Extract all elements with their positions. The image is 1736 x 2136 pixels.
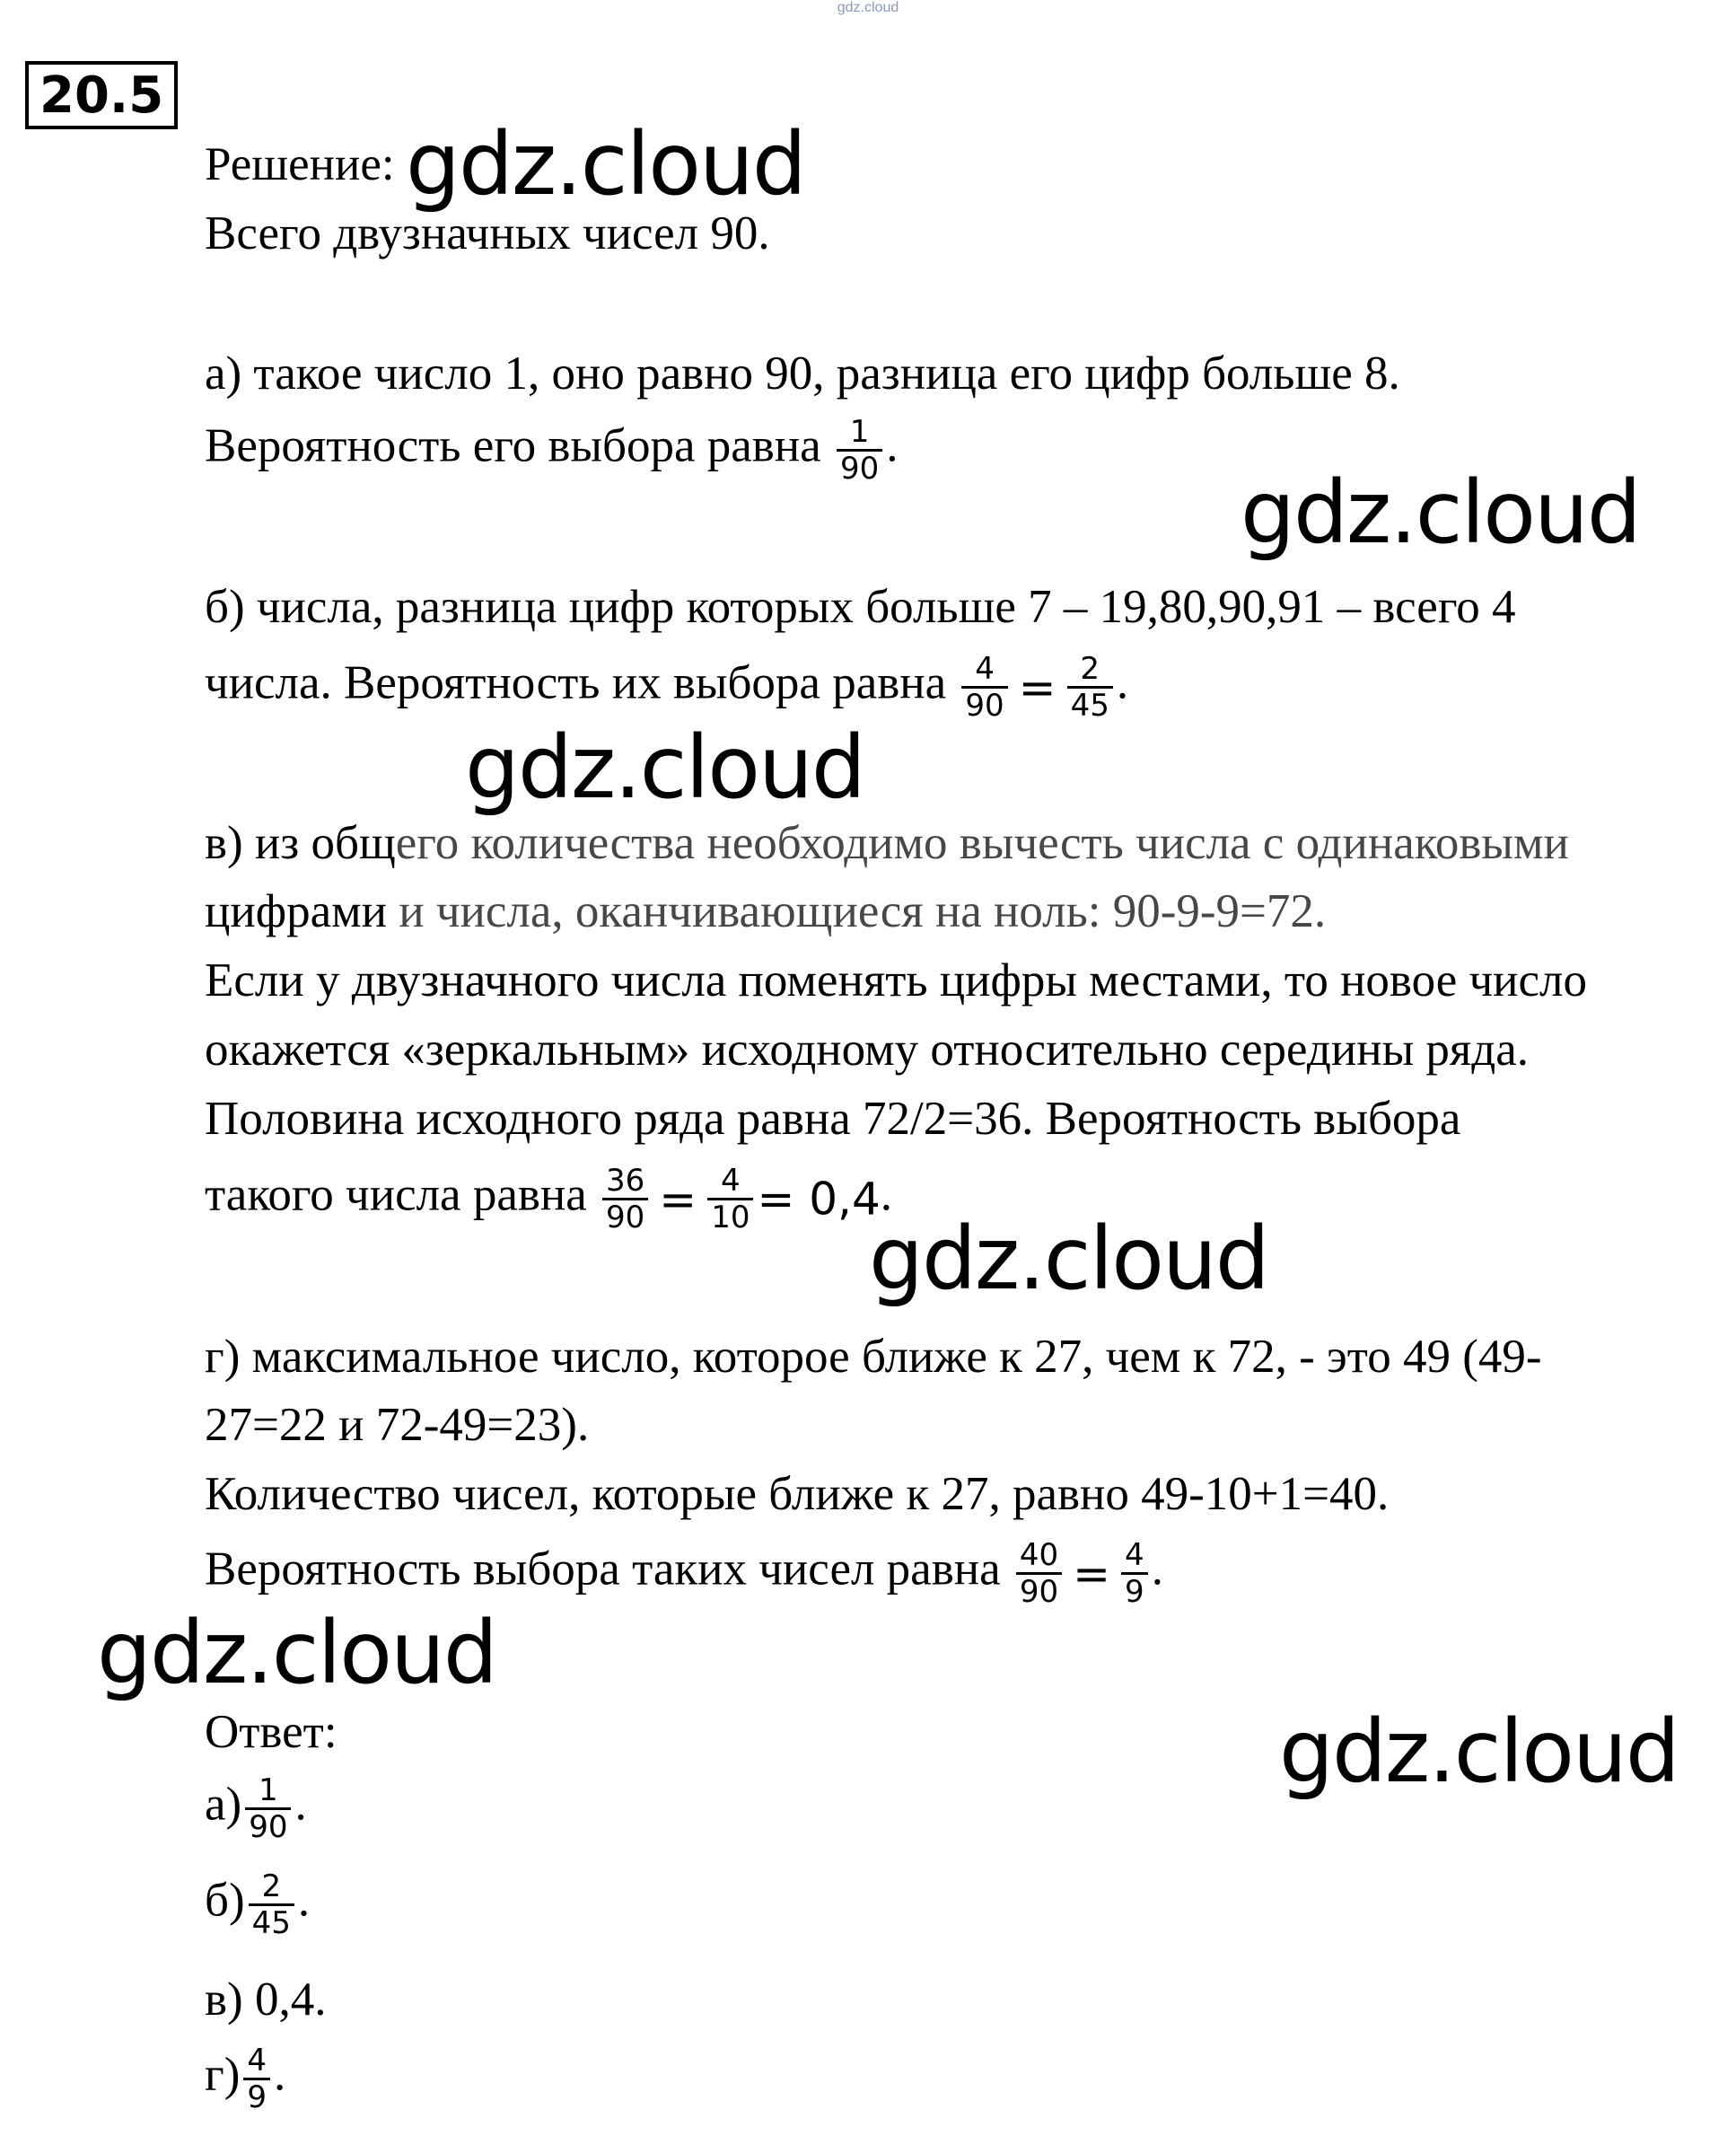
watermark-2: gdz.cloud [1241,462,1640,563]
part-g-fraction-2 [1121,1538,1148,1609]
part-a-probability-text: Вероятность его выбора равна [205,419,821,472]
answer-b-label: б) [205,1874,245,1927]
part-v-line-6 [205,1164,892,1235]
part-v-line-4: окажется «зеркальным» исходному относительно середины ряда. [205,1024,1530,1076]
part-v-result: = 0,4 [757,1173,881,1226]
part-g-line-3: Количество чисел, которые ближе к 27, равно 49-10+1=40. [205,1468,1390,1520]
part-g-probability-text: Вероятность выбора таких чисел равна [205,1543,1001,1595]
part-v-line-1: в) из общего количества необходимо вычесть числа с одинаковыми [205,817,1569,869]
fraction-denominator: 90 [606,1200,645,1235]
part-v-probability-text: такого числа равна [205,1168,587,1221]
solution-label: Решение: [205,138,395,190]
fraction-numerator: 4 [243,2044,270,2080]
period: . [1151,1543,1163,1595]
answer-b [205,1869,310,1940]
part-v-line-3: Если у двузначного числа поменять цифры местами, то новое число [205,954,1588,1006]
part-g-line-4 [205,1538,1163,1609]
watermark-6: gdz.cloud [1279,1701,1679,1802]
period: . [297,1874,311,1927]
watermark-4: gdz.cloud [869,1209,1268,1309]
fraction-denominator: 90 [839,451,880,487]
answer-a-fraction [245,1773,291,1844]
site-label: gdz.cloud [837,0,899,15]
equals-sign: = [1073,1547,1111,1600]
fraction-numerator: 40 [1016,1538,1062,1575]
period: . [314,1973,327,2026]
fraction-numerator: 4 [707,1164,753,1200]
fraction-denominator: 90 [1019,1574,1059,1610]
period: . [886,419,899,472]
part-b-fraction-1 [961,652,1007,723]
part-a-line-1: а) такое число 1, оно равно 90, разница его цифр больше 8. [205,347,1400,400]
watermark-3: gdz.cloud [465,717,864,818]
fraction-denominator: 90 [249,1809,288,1845]
problem-number: 20.5 [25,61,178,129]
equals-sign: = [1018,661,1057,714]
part-a-line-2 [205,415,898,486]
period: . [880,1168,893,1221]
equals-sign: = [659,1173,697,1226]
watermark-1: gdz.cloud [406,114,805,215]
answer-g [205,2044,285,2114]
answer-v-label: в) [205,1973,243,2026]
answer-b-fraction [249,1869,294,1940]
answer-label: Ответ: [205,1706,338,1758]
part-b-line-1: б) числа, разница цифр которых больше 7 – 19,80,90,91 – всего 4 [205,581,1516,633]
watermark-5: gdz.cloud [97,1603,496,1703]
fraction-numerator: 36 [602,1164,648,1200]
answer-a [205,1773,307,1844]
part-g-line-2: 27=22 и 72-49=23). [205,1399,590,1451]
part-b-probability-text: числа. Вероятность их выбора равна [205,656,947,709]
fraction-denominator: 10 [711,1200,750,1235]
fraction-numerator: 4 [961,652,1007,689]
fraction-numerator: 4 [1121,1538,1148,1575]
answer-g-fraction [243,2044,270,2114]
fraction-numerator: 1 [837,415,882,452]
period: . [1116,656,1129,709]
part-v-line-5: Половина исходного ряда равна 72/2=36. Вероятность выбора [205,1093,1461,1145]
part-v-fraction-2 [707,1164,753,1235]
part-g-line-1: г) максимальное число, которое ближе к 27, чем к 72, - это 49 (49- [205,1331,1542,1383]
answer-g-label: г) [205,2048,241,2101]
answer-v-value: 0,4 [254,1973,315,2026]
part-v-line-2: цифрами и числа, оканчивающиеся на ноль: 90-9-9=72. [205,885,1327,937]
period: . [274,2048,286,2101]
fraction-denominator: 90 [965,688,1004,724]
fraction-numerator: 2 [1067,652,1113,689]
part-b-line-2 [205,652,1128,723]
answer-v [205,1972,326,2027]
total-count-line: Всего двузначных чисел 90. [205,207,770,259]
answer-a-label: а) [205,1778,242,1831]
fraction-numerator: 2 [249,1869,294,1906]
period: . [294,1778,307,1831]
fraction-denominator: 45 [1070,688,1109,724]
part-a-fraction [837,415,882,486]
fraction-denominator: 45 [251,1905,291,1941]
faded-scan-overlay [395,804,1723,938]
fraction-numerator: 1 [245,1773,291,1810]
part-v-fraction-1 [602,1164,648,1235]
fraction-denominator: 9 [1125,1574,1144,1610]
part-g-fraction-1 [1016,1538,1062,1609]
part-b-fraction-2 [1067,652,1113,723]
fraction-denominator: 9 [247,2079,267,2115]
